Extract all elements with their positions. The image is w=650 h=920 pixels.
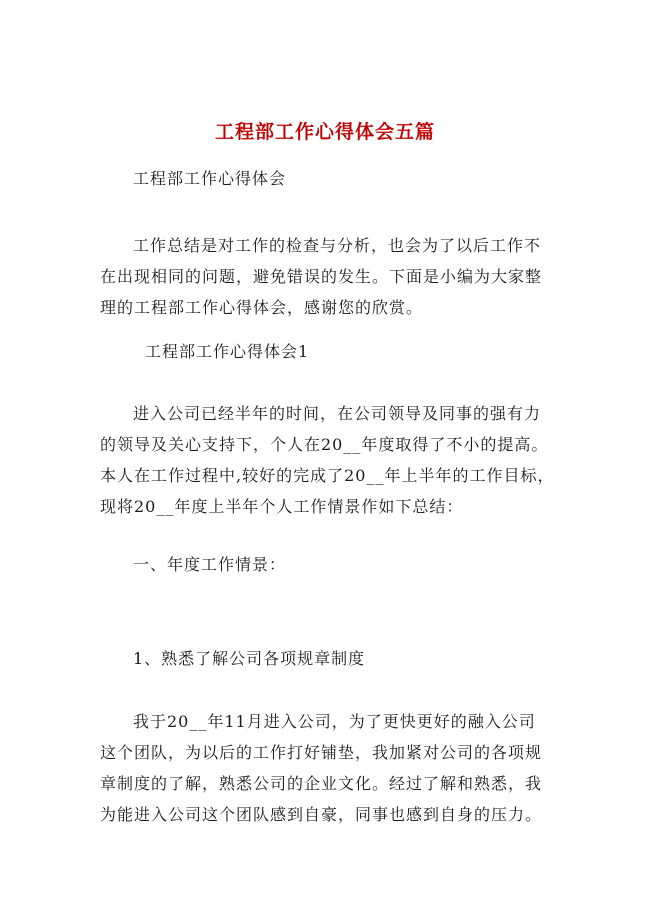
paragraph-line: 进入公司已经半年的时间，在公司领导及同事的强有力 — [133, 404, 542, 423]
paragraph-line: 这个团队，为以后的工作打好铺垫，我加紧对公司的各项规 — [100, 743, 543, 762]
intro-line: 在出现相同的问题，避免错误的发生。下面是小编为大家整 — [100, 267, 543, 286]
heading-rules: 1、熟悉了解公司各项规章制度 — [133, 649, 366, 668]
document-subtitle: 工程部工作心得体会 — [133, 169, 287, 188]
section-heading: 工程部工作心得体会1 — [145, 342, 310, 361]
heading-annual-work: 一、年度工作情景： — [133, 555, 287, 574]
paragraph-line: 我于20__年11月进入公司，为了更快更好的融入公司 — [133, 712, 536, 731]
intro-line: 理的工程部工作心得体会，感谢您的欣赏。 — [100, 298, 424, 317]
paragraph-line: 为能进入公司这个团队感到自豪，同事也感到自身的压力。 — [100, 805, 543, 824]
document-title: 工程部工作心得体会五篇 — [214, 121, 435, 143]
body-paragraph-1 — [100, 398, 570, 522]
paragraph-line: 的领导及关心支持下，个人在20__年度取得了不小的提高。 — [100, 435, 549, 454]
intro-line: 工作总结是对工作的检查与分析，也会为了以后工作不 — [133, 236, 542, 255]
body-paragraph-2 — [100, 706, 570, 830]
paragraph-line: 章制度的了解，熟悉公司的企业文化。经过了解和熟悉，我 — [100, 774, 543, 793]
intro-paragraph — [100, 230, 570, 323]
paragraph-line: 本人在工作过程中,较好的完成了20__年上半年的工作目标， — [100, 466, 555, 485]
paragraph-line: 现将20__年度上半年个人工作情景作如下总结： — [100, 497, 464, 516]
